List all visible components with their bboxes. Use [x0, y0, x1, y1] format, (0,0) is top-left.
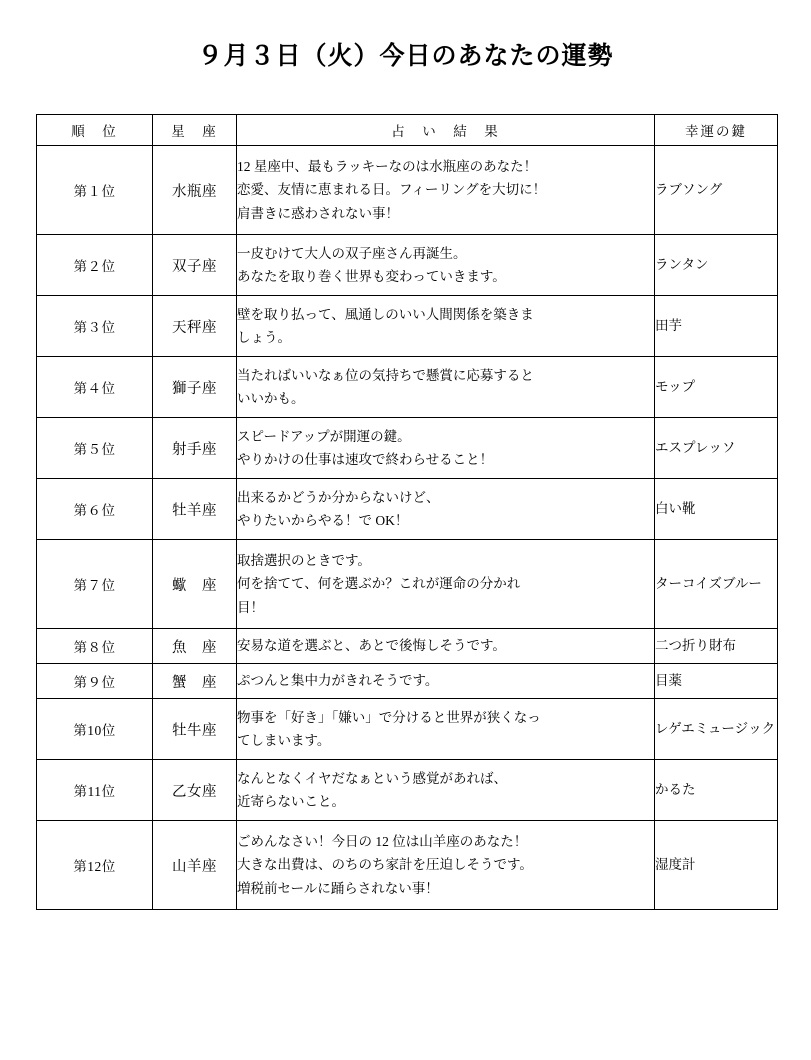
cell-result [237, 479, 655, 540]
result-line: 壁を取り払って、風通しのいい人間関係を築きま [237, 306, 534, 322]
table-row [37, 540, 778, 629]
cell-lucky-key [655, 821, 778, 910]
lucky-key-text: ラブソング [655, 182, 723, 198]
cell-result [237, 418, 655, 479]
table-row [37, 357, 778, 418]
cell-result [237, 664, 655, 699]
cell-rank: 第２位 [37, 235, 153, 296]
result-line: 大きな出費は、のちのち家計を圧迫しそうです。 [237, 857, 533, 873]
result-line: 当たればいいなぁ位の気持ちで懸賞に応募すると [237, 367, 534, 383]
result-line: あなたを取り巻く世界も変わっていきます。 [237, 269, 506, 284]
result-line: 目！ [237, 599, 264, 615]
cell-sign: 牡牛座 [153, 699, 237, 760]
lucky-key-text: 二つ折り財布 [655, 638, 736, 654]
result-line: てしまいます。 [237, 733, 331, 748]
table-row [37, 699, 778, 760]
cell-sign: 乙女座 [153, 760, 237, 821]
lucky-key-text: モップ [655, 379, 696, 395]
cell-lucky-key [655, 296, 778, 357]
cell-rank: 第６位 [37, 479, 153, 540]
result-line: なんとなくイヤだなぁという感覚があれば、 [237, 770, 507, 786]
result-line: 何を捨てて、何を選ぶか？これが運命の分かれ [237, 576, 521, 592]
cell-sign: 天秤座 [153, 296, 237, 357]
cell-rank: 第９位 [37, 664, 153, 699]
result-line: 取捨選択のときです。 [237, 553, 371, 569]
cell-rank: 第３位 [37, 296, 153, 357]
lucky-key-text: 白い靴 [655, 501, 696, 517]
cell-sign: 水瓶座 [153, 146, 237, 235]
result-line: やりかけの仕事は速攻で終わらせること！ [237, 452, 494, 467]
cell-result [237, 821, 655, 910]
result-line: 近寄らないこと。 [237, 794, 345, 809]
table-row [37, 146, 778, 235]
cell-lucky-key [655, 357, 778, 418]
cell-rank: 第１位 [37, 146, 153, 235]
table-header-row [37, 115, 778, 146]
lucky-key-text: ターコイズブルー [655, 576, 762, 592]
cell-sign: 双子座 [153, 235, 237, 296]
cell-rank: 第12位 [37, 821, 153, 910]
lucky-key-text: エスプレッソ [655, 440, 736, 456]
table-row [37, 296, 778, 357]
fortune-table [36, 114, 778, 910]
table-row [37, 235, 778, 296]
result-line: 一皮むけて大人の双子座さん再誕生。 [237, 245, 467, 261]
cell-lucky-key [655, 629, 778, 664]
result-line: 出来るかどうか分からないけど、 [237, 489, 440, 505]
cell-result [237, 146, 655, 235]
column-header-rank: 順 位 [37, 115, 153, 146]
cell-lucky-key [655, 235, 778, 296]
cell-lucky-key [655, 699, 778, 760]
column-header-sign: 星 座 [153, 115, 237, 146]
cell-lucky-key [655, 479, 778, 540]
result-line: 肩書きに惑わされない事！ [237, 205, 399, 221]
table-row [37, 629, 778, 664]
cell-sign: 蠍 座 [153, 540, 237, 629]
cell-lucky-key [655, 146, 778, 235]
cell-result [237, 629, 655, 664]
result-line: やりたいからやる！で OK！ [237, 513, 409, 528]
result-line: 安易な道を選ぶと、あとで後悔しそうです。 [237, 638, 506, 654]
column-header-key: 幸運の鍵 [655, 115, 778, 146]
table-row [37, 479, 778, 540]
cell-lucky-key [655, 760, 778, 821]
cell-result [237, 235, 655, 296]
cell-result [237, 540, 655, 629]
cell-rank: 第10位 [37, 699, 153, 760]
cell-result [237, 699, 655, 760]
lucky-key-text: かるた [655, 782, 696, 798]
table-row [37, 664, 778, 699]
document-page [0, 36, 811, 1060]
lucky-key-text: 湿度計 [655, 857, 696, 873]
column-header-result: 占 い 結 果 [237, 115, 655, 146]
cell-sign: 蟹 座 [153, 664, 237, 699]
cell-result [237, 760, 655, 821]
lucky-key-text: 目薬 [655, 673, 682, 689]
table-row [37, 821, 778, 910]
result-line: ぷつんと集中力がきれそうです。 [237, 673, 439, 689]
table-row [37, 418, 778, 479]
cell-lucky-key [655, 540, 778, 629]
cell-sign: 魚 座 [153, 629, 237, 664]
cell-rank: 第４位 [37, 357, 153, 418]
cell-rank: 第５位 [37, 418, 153, 479]
cell-sign: 牡羊座 [153, 479, 237, 540]
result-line: スピードアップが開運の鍵。 [237, 428, 411, 444]
result-line: いいかも。 [237, 391, 305, 406]
page-title: ９月３日（火）今日のあなたの運勢 [197, 42, 614, 70]
lucky-key-text: レゲエミュージック [655, 721, 776, 737]
cell-rank: 第８位 [37, 629, 153, 664]
cell-lucky-key [655, 418, 778, 479]
cell-lucky-key [655, 664, 778, 699]
cell-rank: 第11位 [37, 760, 153, 821]
result-line: ごめんなさい！今日の 12 位は山羊座のあなた！ [237, 834, 528, 850]
cell-rank: 第７位 [37, 540, 153, 629]
result-line: しょう。 [237, 330, 291, 345]
lucky-key-text: 田芋 [655, 318, 682, 334]
cell-result [237, 357, 655, 418]
cell-sign: 射手座 [153, 418, 237, 479]
result-line: 増税前セールに踊らされない事！ [237, 880, 439, 896]
cell-result [237, 296, 655, 357]
cell-sign: 山羊座 [153, 821, 237, 910]
cell-sign: 獅子座 [153, 357, 237, 418]
lucky-key-text: ランタン [655, 257, 709, 273]
fortune-table-body [37, 146, 778, 910]
fortune-table-container [0, 114, 811, 910]
result-line: 12 星座中、最もラッキーなのは水瓶座のあなた！ [237, 159, 538, 175]
result-line: 物事を「好き」「嫌い」で分けると世界が狭くなっ [237, 709, 541, 725]
table-row [37, 760, 778, 821]
result-line: 恋愛、友情に恵まれる日。フィーリングを大切に！ [237, 182, 547, 198]
